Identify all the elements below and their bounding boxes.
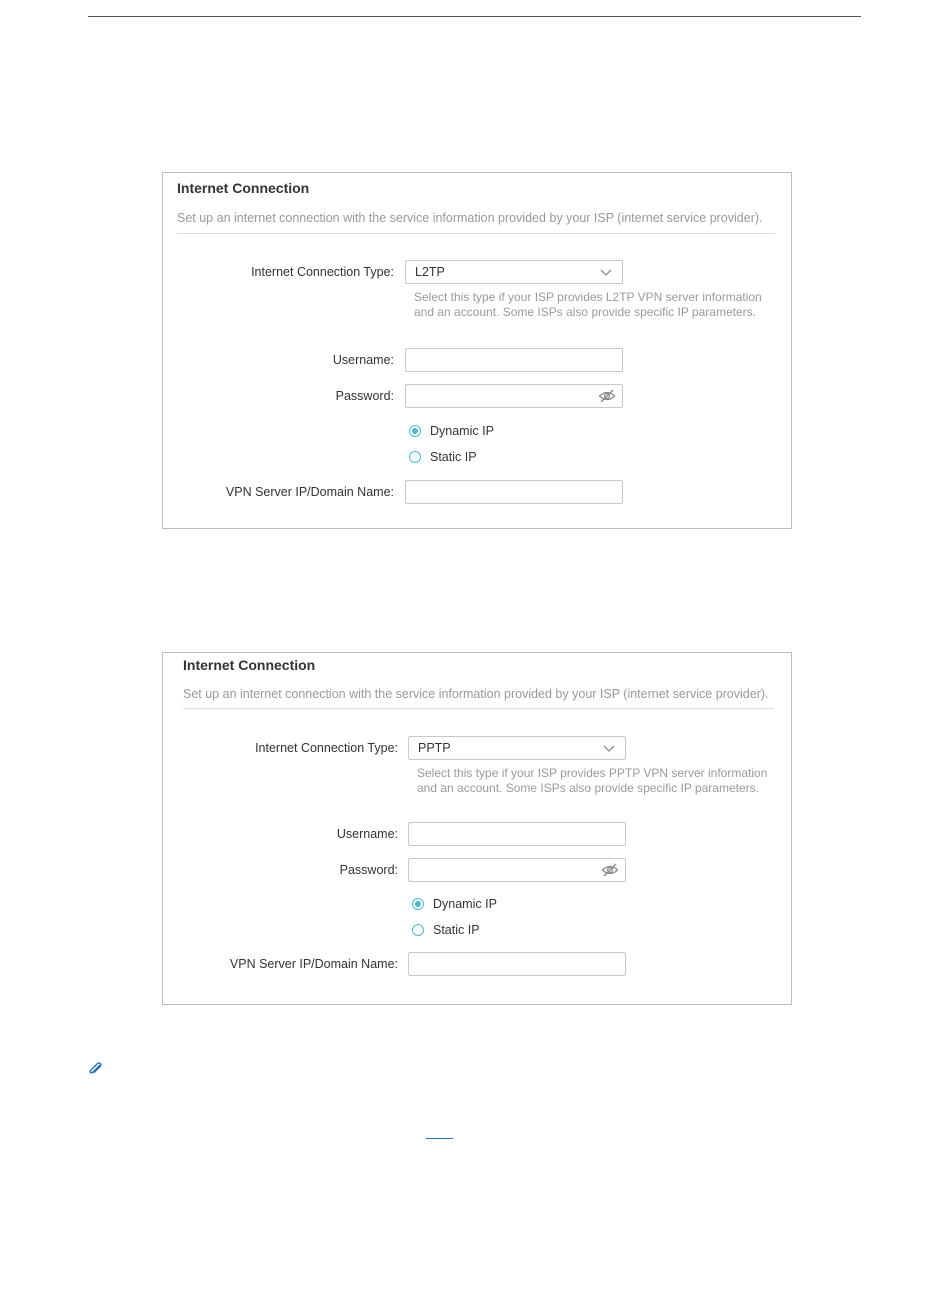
- eye-off-icon[interactable]: [601, 863, 619, 877]
- connection-type-select[interactable]: [408, 736, 626, 760]
- internet-connection-panel-pptp: [162, 652, 792, 1005]
- page-top-rule: [88, 16, 861, 17]
- vpn-server-input[interactable]: [405, 480, 623, 504]
- chevron-down-icon: [599, 266, 613, 278]
- vpn-server-input[interactable]: [408, 952, 626, 976]
- panel-description: Set up an internet connection with the service information provided by your ISP (internet service provider).: [183, 687, 769, 701]
- password-label: Password:: [339, 863, 398, 877]
- username-input[interactable]: [405, 348, 623, 372]
- paperclip-icon: [88, 1062, 104, 1076]
- username-label: Username:: [332, 353, 394, 367]
- radio-dynamic-ip-label: Dynamic IP: [430, 424, 494, 438]
- radio-dynamic-ip-label: Dynamic IP: [433, 897, 497, 911]
- connection-type-value: L2TP: [415, 265, 445, 279]
- eye-off-icon[interactable]: [598, 389, 616, 403]
- vpn-server-label: VPN Server IP/Domain Name:: [229, 957, 398, 971]
- connection-type-value: PPTP: [418, 741, 451, 755]
- radio-button-checked[interactable]: [412, 898, 424, 910]
- panel-title: Internet Connection: [177, 180, 310, 196]
- username-label: Username:: [336, 827, 398, 841]
- panel-divider: [183, 708, 774, 709]
- radio-static-ip-label: Static IP: [433, 923, 480, 937]
- password-label: Password:: [335, 389, 394, 403]
- connection-type-label: Internet Connection Type:: [255, 741, 398, 755]
- panel-title: Internet Connection: [183, 657, 316, 673]
- connection-type-label: Internet Connection Type:: [251, 265, 394, 279]
- link-underline[interactable]: [426, 1138, 453, 1139]
- radio-button[interactable]: [409, 451, 421, 463]
- connection-type-select[interactable]: [405, 260, 623, 284]
- connection-type-hint: Select this type if your ISP provides L2TP VPN server information and an account. Some ISPs also provide specific IP parameters.: [414, 290, 762, 319]
- radio-button[interactable]: [412, 924, 424, 936]
- panel-divider: [177, 233, 775, 234]
- vpn-server-label: VPN Server IP/Domain Name:: [225, 485, 394, 499]
- radio-static-ip-label: Static IP: [430, 450, 477, 464]
- connection-type-hint: Select this type if your ISP provides PPTP VPN server information and an account. Some ISPs also provide specific IP parameters.: [417, 766, 768, 795]
- password-input[interactable]: [408, 858, 626, 882]
- panel-description: Set up an internet connection with the service information provided by your ISP (internet service provider).: [177, 211, 763, 225]
- internet-connection-panel-l2tp: [162, 172, 792, 529]
- radio-button-checked[interactable]: [409, 425, 421, 437]
- chevron-down-icon: [602, 742, 616, 754]
- password-input[interactable]: [405, 384, 623, 408]
- username-input[interactable]: [408, 822, 626, 846]
